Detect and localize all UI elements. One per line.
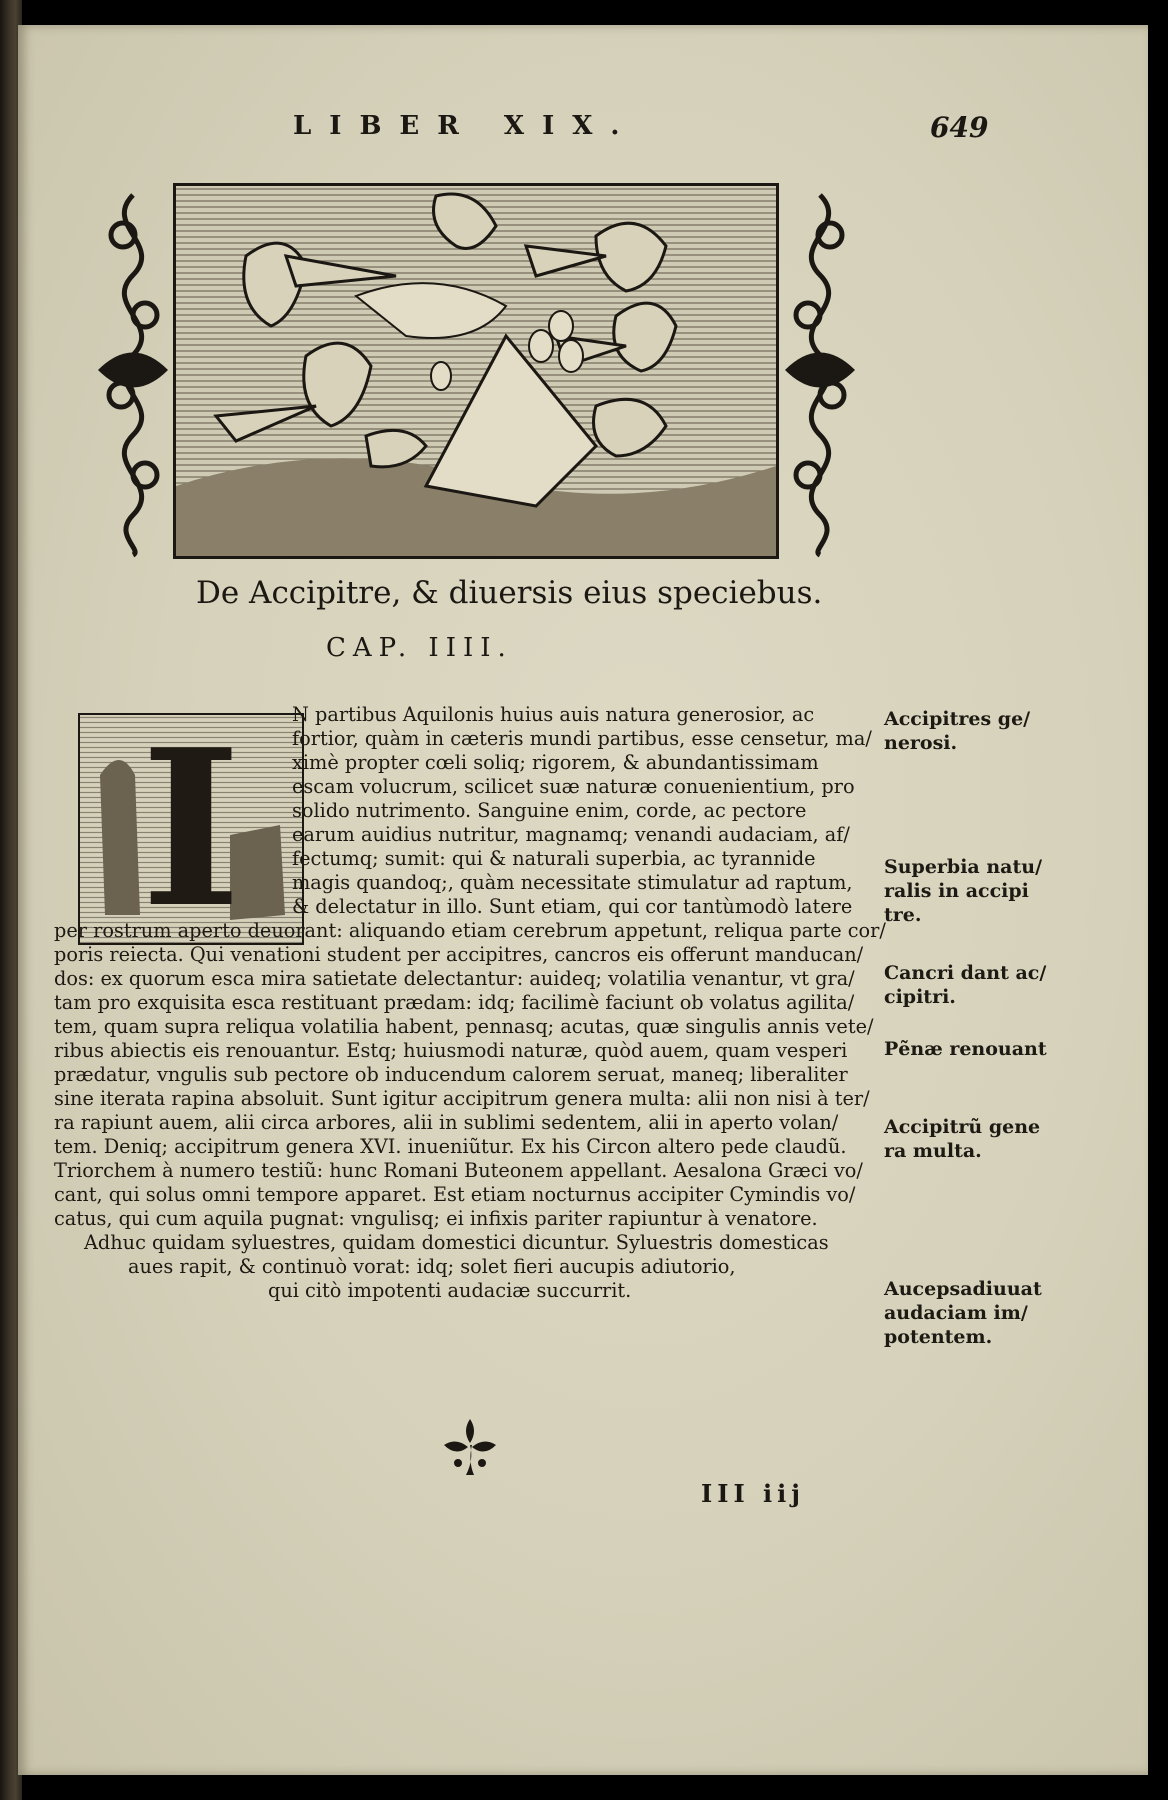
decorated-initial-woodcut bbox=[78, 713, 304, 945]
margin-note bbox=[884, 707, 1030, 755]
text-line: poris reiecta. Qui venationi student per accipitres, cancros eis offerunt manducan/ bbox=[54, 943, 864, 966]
text-line: Triorchem à numero testiũ: hunc Romani Buteonem appellant. Aesalona Græci vo/ bbox=[54, 1159, 863, 1182]
margin-note-line: ralis in accipi bbox=[884, 880, 1029, 902]
text-line: fectumq; sumit: qui & naturali superbia, ac tyrannide bbox=[292, 847, 816, 870]
margin-note-line: ra multa. bbox=[884, 1140, 982, 1162]
chapter-title: De Accipitre, & diuersis eius speciebus. bbox=[196, 575, 823, 611]
margin-note-line: Cancri dant ac/ bbox=[884, 962, 1047, 984]
margin-note bbox=[884, 1277, 1042, 1349]
text-line: Adhuc quidam syluestres, quidam domestici dicuntur. Syluestris domesticas bbox=[84, 1231, 829, 1254]
text-line: earum auidius nutritur, magnamq; venandi audaciam, af/ bbox=[292, 823, 850, 846]
text-line: & delectatur in illo. Sunt etiam, qui cor tantùmodò latere bbox=[292, 895, 853, 918]
text-line: prædatur, vngulis sub pectore ob inducendum calorem seruat, maneq; liberaliter bbox=[54, 1063, 848, 1086]
text-line: magis quandoq;, quàm necessitate stimulatur ad raptum, bbox=[292, 871, 853, 894]
margin-note-line: Accipitrũ gene bbox=[884, 1116, 1041, 1138]
scroll-ornament-left-icon bbox=[93, 185, 173, 560]
initial-letter: I bbox=[140, 713, 242, 945]
book-page bbox=[18, 25, 1148, 1775]
margin-note-line: cipitri. bbox=[884, 986, 956, 1008]
woodcut-birds-of-prey-illustration bbox=[173, 183, 779, 559]
text-line: dos: ex quorum esca mira satietate delectantur: auideq; volatilia venantur, vt gra/ bbox=[54, 967, 855, 990]
text-line: tem. Deniq; accipitrum genera XVI. inueniũtur. Ex his Circon altero pede claudũ. bbox=[54, 1135, 847, 1158]
margin-note-line: tre. bbox=[884, 904, 922, 926]
chapter-number: CAP. IIII. bbox=[326, 633, 513, 663]
text-line: ra rapiunt auem, alii circa arbores, alii in sublimi sedentem, alii in aperto volan/ bbox=[54, 1111, 839, 1134]
text-line: ximè propter cœli soliq; rigorem, & abundantissimam bbox=[292, 751, 819, 774]
text-line: tem, quam supra reliqua volatilia habent, pennasq; acutas, quæ singulis annis vete/ bbox=[54, 1015, 874, 1038]
margin-note-line: Pẽnæ renouant bbox=[884, 1038, 1047, 1060]
margin-note-line: Accipitres ge/ bbox=[884, 708, 1031, 730]
fleuron-ornament-icon bbox=[438, 1415, 502, 1479]
running-head: LIBER XIX. bbox=[293, 111, 638, 141]
text-line: aues rapit, & continuò vorat: idq; solet fieri aucupis adiutorio, bbox=[128, 1255, 736, 1278]
margin-note-line: audaciam im/ bbox=[884, 1302, 1028, 1324]
margin-note bbox=[884, 1115, 1040, 1163]
text-line: qui citò impotenti audaciæ succurrit. bbox=[268, 1279, 632, 1302]
text-line: tam pro exquisita esca restituant prædam: idq; facilimè faciunt ob volatus agilita/ bbox=[54, 991, 855, 1014]
margin-note-line: potentem. bbox=[884, 1326, 993, 1348]
signature-mark: III iij bbox=[701, 1479, 805, 1508]
text-line: cant, qui solus omni tempore apparet. Est etiam nocturnus accipiter Cymindis vo/ bbox=[54, 1183, 856, 1206]
text-line: per rostrum aperto deuorant: aliquando etiam cerebrum appetunt, reliqua parte cor/ bbox=[54, 919, 886, 942]
text-line: catus, qui cum aquila pugnat: vngulisq; ei infixis pariter rapiuntur à venatore. bbox=[54, 1207, 818, 1230]
text-line: solido nutrimento. Sanguine enim, corde, ac pectore bbox=[292, 799, 807, 822]
page-number: 649 bbox=[930, 111, 989, 144]
margin-note-line: Aucepsadiuuat bbox=[884, 1278, 1042, 1300]
text-line: N partibus Aquilonis huius auis natura generosior, ac bbox=[292, 703, 815, 726]
text-line: ribus abiectis eis renouantur. Estq; huiusmodi naturæ, quòd auem, quam vesperi bbox=[54, 1039, 848, 1062]
text-line: fortior, quàm in cæteris mundi partibus, esse censetur, ma/ bbox=[292, 727, 872, 750]
text-line: sine iterata rapina absoluit. Sunt igitur accipitrum genera multa: alii non nisi à ter/ bbox=[54, 1087, 870, 1110]
text-line: escam volucrum, scilicet suæ naturæ conuenientium, pro bbox=[292, 775, 855, 798]
margin-note bbox=[884, 1037, 1047, 1061]
margin-note-line: nerosi. bbox=[884, 732, 958, 754]
margin-note-line: Superbia natu/ bbox=[884, 856, 1043, 878]
scroll-ornament-right-icon bbox=[780, 185, 860, 560]
margin-note bbox=[884, 961, 1046, 1009]
margin-note bbox=[884, 855, 1042, 927]
